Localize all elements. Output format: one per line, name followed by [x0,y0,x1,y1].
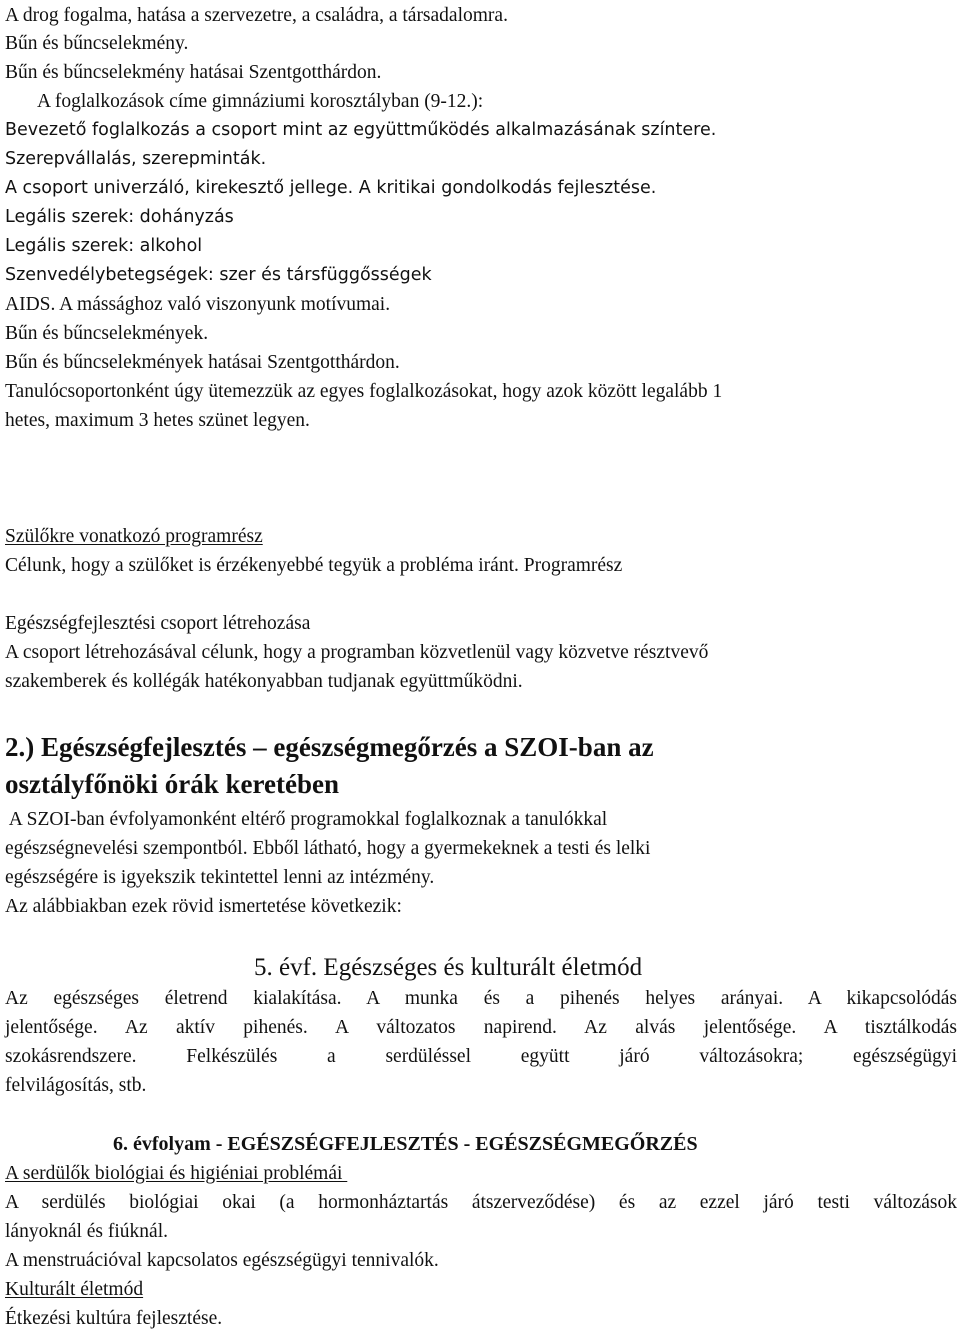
grade5-line: felvilágosítás, stb. [5,1075,147,1096]
topic-line: A drog fogalma, hatása a szervezetre, a családra, a társadalomra. [5,5,508,26]
grade5-line: Az egészséges életrend kialakítása. A munka és a pihenés helyes arányai. A kikapcsolódás [5,988,957,1009]
group-line: A csoport létrehozásával célunk, hogy a programban közvetlenül vagy közvetve résztvevő [5,642,709,663]
schedule-line: Tanulócsoportonként úgy ütemezzük az egyes foglalkozásokat, hogy azok között legalább 1 [5,381,723,402]
grade6-subheading: Kulturált életmód [5,1279,144,1300]
schedule-line: hetes, maximum 3 hetes szünet legyen. [5,410,310,431]
topic-line: Szerepvállalás, szerepminták. [5,149,267,169]
grade6-line: Étkezési kultúra fejlesztése. [5,1308,223,1329]
grade5-line: szokásrendszere. Felkészülés a serdüléssel együtt járó változásokra; egészségügyi [5,1046,957,1067]
topics-subheading: A foglalkozások címe gimnáziumi korosztályban (9-12.): [37,91,484,112]
section-line: A SZOI-ban évfolyamonként eltérő programokkal foglalkoznak a tanulókkal [5,809,608,830]
section-line: Az alábbiakban ezek rövid ismertetése következik: [5,896,402,917]
topic-line: A csoport univerzáló, kirekesztő jellege. A kritikai gondolkodás fejlesztése. [5,178,657,198]
topic-line: Legális szerek: dohányzás [5,207,234,227]
topic-line: AIDS. A mássághoz való viszonyunk motívumai. [5,294,391,315]
grade6-line: A serdülés biológiai okai (a hormonháztartás átszerveződése) és az ezzel járó testi változások [5,1192,957,1213]
section-title: osztályfőnöki órák keretében [5,769,339,799]
topic-line: Bevezető foglalkozás a csoport mint az együttműködés alkalmazásának színtere. [5,120,717,140]
group-heading: Egészségfejlesztési csoport létrehozása [5,613,311,634]
section-title: 2.) Egészségfejlesztés – egészségmegőrzés a SZOI-ban az [5,732,654,762]
topic-line: Szenvedélybetegségek: szer és társfüggősségek [5,265,432,285]
grade6-title: 6. évfolyam - EGÉSZSÉGFEJLESZTÉS - EGÉSZSÉGMEGŐRZÉS [113,1133,698,1155]
grade6-line: lányoknál és fiúknál. [5,1221,168,1242]
grade5-title: 5. évf. Egészséges és kulturált életmód [254,954,643,981]
topic-line: Bűn és bűncselekmények hatásai Szentgotthárdon. [5,352,400,373]
section-line: egészségére is igyekszik tekintettel lenni az intézmény. [5,867,435,888]
group-line: szakemberek és kollégák hatékonyabban tudjanak együttműködni. [5,671,523,692]
topic-line: Bűn és bűncselekmény. [5,33,189,54]
parents-text: Célunk, hogy a szülőket is érzékenyebbé tegyük a probléma iránt. Programrész [5,555,623,576]
topic-line: Bűn és bűncselekmény hatásai Szentgotthárdon. [5,62,382,83]
topic-line: Bűn és bűncselekmények. [5,323,209,344]
grade5-line: jelentősége. Az aktív pihenés. A változatos napirend. Az alvás jelentősége. A tisztálkodás [5,1017,957,1038]
grade6-line: A menstruációval kapcsolatos egészségügyi tennivalók. [5,1250,439,1271]
grade6-subheading: A serdülők biológiai és higiéniai problémái [5,1163,348,1184]
topic-line: Legális szerek: alkohol [5,236,203,256]
parents-heading: Szülőkre vonatkozó programrész [5,526,263,547]
section-line: egészségnevelési szempontból. Ebből látható, hogy a gyermekeknek a testi és lelki [5,838,651,859]
